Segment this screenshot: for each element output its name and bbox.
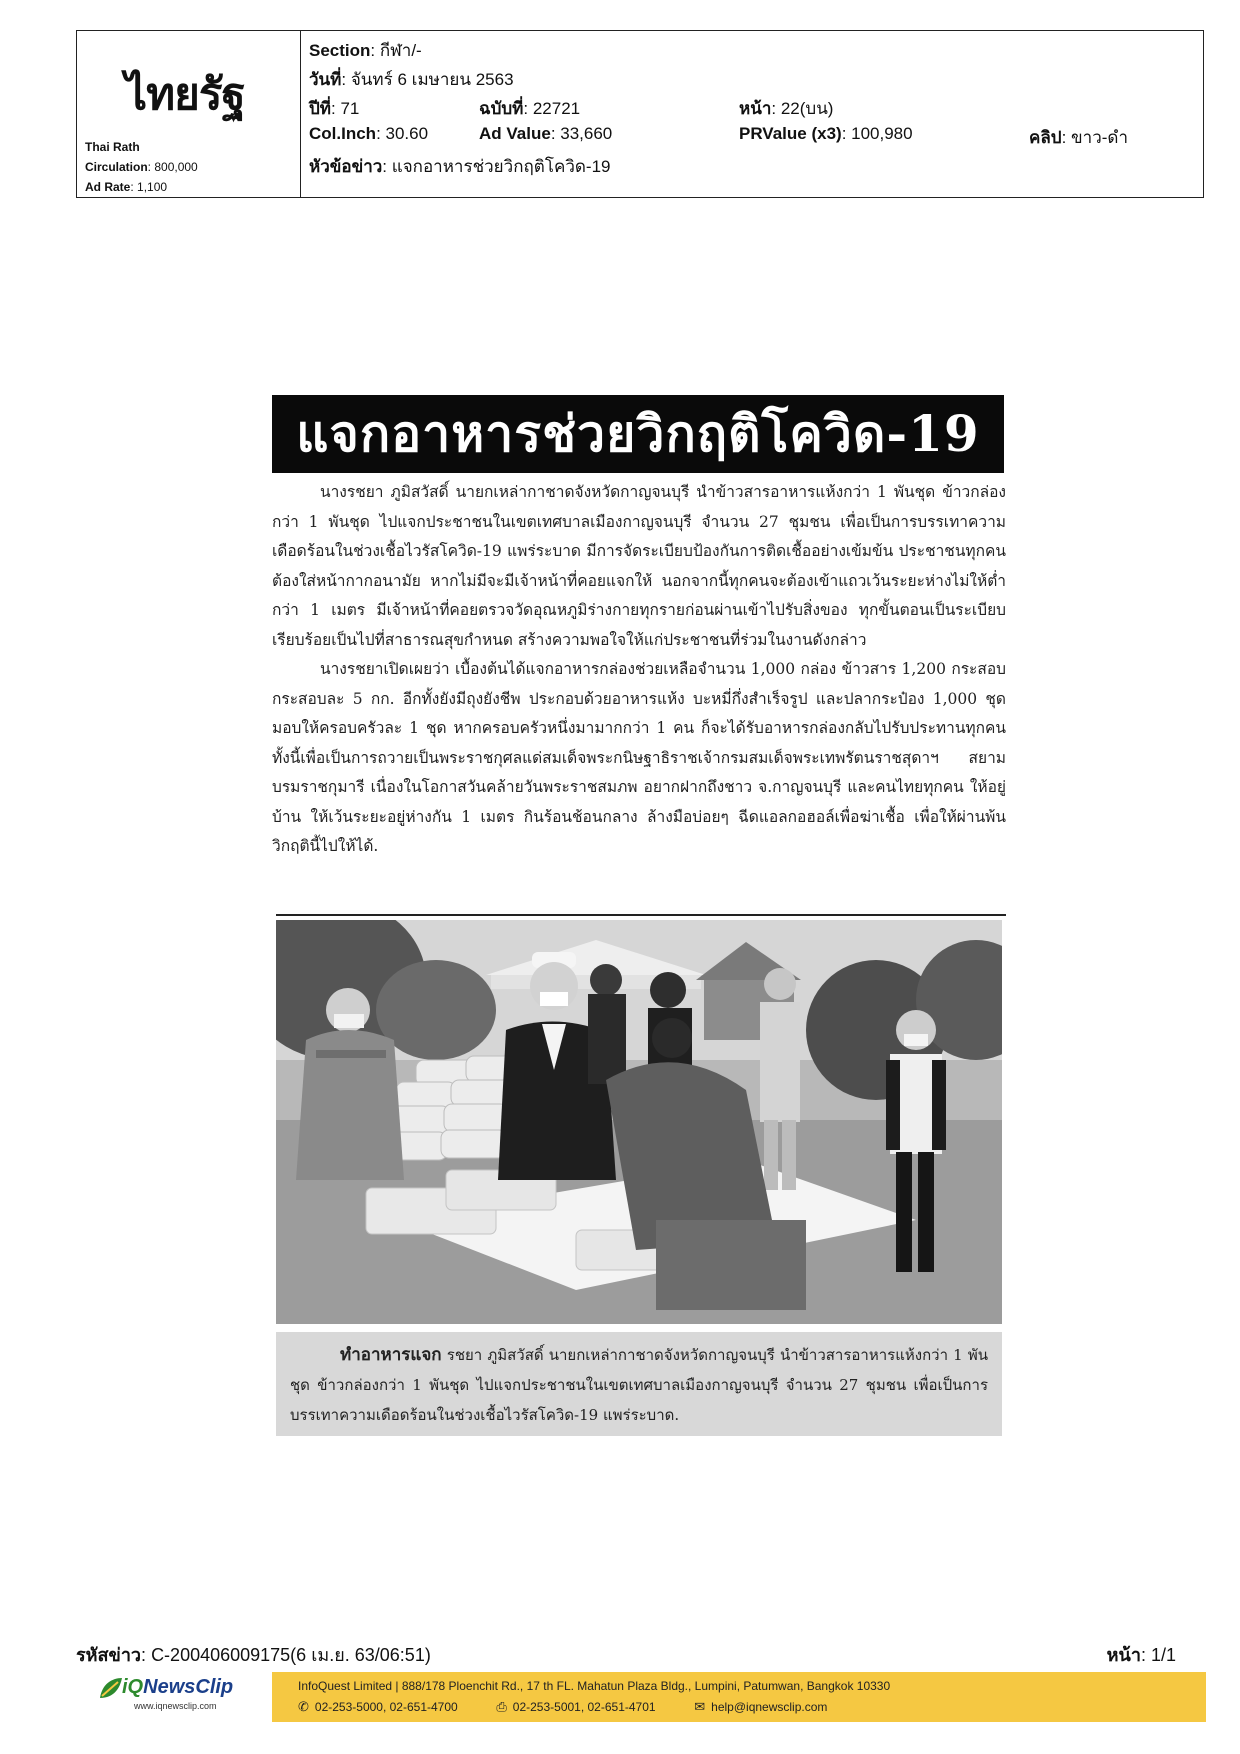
issue-value: 22721 <box>532 99 581 118</box>
publication-info: Thai Rath Circulation: 800,000 Ad Rate: 1,100 <box>85 140 198 194</box>
contact-line <box>298 1696 1206 1718</box>
article-headline: แจกอาหารช่วยวิกฤติโควิด-19 <box>272 395 1004 473</box>
email-icon: ✉ <box>694 1699 706 1714</box>
circulation-value: 800,000 <box>154 160 198 174</box>
page-counter: หน้า: 1/1 <box>1106 1645 1176 1665</box>
section-row: Section: กีฬา/- <box>309 41 422 60</box>
news-code: รหัสข่าว: C-200406009175(6 เม.ย. 63/06:51) <box>76 1645 431 1665</box>
article-body <box>272 478 1006 862</box>
page-counter-value: 1/1 <box>1150 1645 1176 1665</box>
photo-caption <box>276 1332 1002 1436</box>
section-value: กีฬา/- <box>379 41 422 60</box>
page-counter-label: หน้า <box>1106 1645 1141 1665</box>
article-paragraph-2: นางรชยาเปิดเผยว่า เบื้องต้นได้แจกอาหารกล่องช่วยเหลือจำนวน 1,000 กล่อง ข้าวสาร 1,200 กระสอบ กระสอบละ 5 กก. อีกทั้งยังมีถุงยังชีพ ประกอบด้วยอาหารแห้ง บะหมี่กึ่งสำเร็จรูป และปลากระป๋อง 1,000 ชุด มอบให้ครอบครัวละ 1 ชุด หากครอบครัวหนึ่งมามากกว่า 1 คน ก็จะได้รับอาหารกล่องกลับไปรับประทานทุกคน ทั้งนี้เพื่อเป็นการถวายเป็นพระราชกุศลแด่สมเด็จพระกนิษฐาธิราชเจ้ากรมสมเด็จพระเทพรัตนราชสุดาฯ สยามบรมราชกุมารี เนื่องในโอกาสวันคล้ายวันพระราชสมภพ อยากฝากถึงชาว จ.กาญจนบุรี และคนไทยทุกคน ให้อยู่บ้าน ให้เว้นระยะอยู่ห่างกัน 1 เมตร กินร้อนช้อนกลาง ล้างมือบ่อยๆ ฉีดแอลกอฮอล์เพื่อฆ่าเชื้อ เพื่อให้ผ่านพ้นวิกฤตินี้ไปให้ได้. <box>272 660 1006 855</box>
advalue-label: Ad Value <box>479 124 551 143</box>
caption-lead: ทำอาหารแจก <box>340 1345 442 1365</box>
company-address: InfoQuest Limited | 888/178 Ploenchit Rd., 17 th FL. Mahatun Plaza Bldg., Lumpini, Patumwan, Bangkok 10330 <box>298 1679 891 1693</box>
metadata-panel: Section: กีฬา/- วันที่: จันทร์ 6 เมษายน 2563 ปีที่: 71 ฉบับที่: 22721 หน้า: 22(บน) Col.Inch: 30.60 Ad Value: 33,660 PRValue (x3): 100,980 คลิป: ขาว-ดำ หัวข้อข่าว: แจกอาหารช่วยวิกฤติโควิด-19 <box>301 31 1203 197</box>
date-label: วันที่ <box>309 70 342 89</box>
page-value: 22(บน) <box>780 99 834 118</box>
headline-row: หัวข้อข่าว: แจกอาหารช่วยวิกฤติโควิด-19 <box>309 157 611 176</box>
ad-rate-value: 1,100 <box>137 180 168 194</box>
headline-value: แจกอาหารช่วยวิกฤติโควิด-19 <box>391 157 611 176</box>
prvalue-value: 100,980 <box>851 124 913 143</box>
leaf-icon <box>98 1676 124 1702</box>
news-code-label: รหัสข่าว <box>76 1645 142 1665</box>
issue-label: ฉบับที่ <box>479 99 524 118</box>
caption-text: รชยา ภูมิสวัสดิ์ นายกเหล่ากาชาดจังหวัดกาญจนบุรี นำข้าวสารอาหารแห้งกว่า 1 พันชุด ข้าวกล่องกว่า 1 พันชุด ไปแจกประชาชนในเขตเทศบาลเมืองกาญจนบุรี จำนวน 27 ชุมชน เพื่อเป็นการบรรเทาความเดือดร้อนในช่วงเชื้อไวรัสโควิด-19 แพร่ระบาด. <box>290 1346 988 1424</box>
circulation-label: Circulation <box>85 160 148 174</box>
colinch-value: 30.60 <box>385 124 429 143</box>
headline-label: หัวข้อข่าว <box>309 157 383 176</box>
brand-name <box>122 1676 233 1699</box>
article-paragraph-1: นางรชยา ภูมิสวัสดิ์ นายกเหล่ากาชาดจังหวัดกาญจนบุรี นำข้าวสารอาหารแห้งกว่า 1 พันชุด ข้าวกล่องกว่า 1 พันชุด ไปแจกประชาชนในเขตเทศบาลเมืองกาญจนบุรี จำนวน 27 ชุมชน เพื่อเป็นการบรรเทาความเดือดร้อนในช่วงเชื้อไวรัสโควิด-19 แพร่ระบาด มีการจัดระเบียบป้องกันการติดเชื้ออย่างเข้มข้น ประชาชนทุกคนต้องใส่หน้ากากอนามัย หากไม่มีจะมีเจ้าหน้าที่คอยแจกให้ นอกจากนี้ทุกคนจะต้องเข้าแถวเว้นระยะห่างไม่ให้ต่ำกว่า 1 เมตร มีเจ้าหน้าที่คอยตรวจวัดอุณหภูมิร่างกายทุกรายก่อนผ่านเข้าไปรับสิ่งของ ทุกขั้นตอนเป็นระเบียบเรียบร้อยเป็นไปที่สาธารณสุขกำหนด สร้างความพอใจให้แก่ประชาชนที่ร่วมในงานดังกล่าว <box>272 483 1006 649</box>
colinch-label: Col.Inch <box>309 124 377 143</box>
clipping-header <box>76 30 1204 198</box>
year-label: ปีที่ <box>309 99 331 118</box>
publication-panel <box>77 31 301 197</box>
iqnewsclip-logo[interactable] <box>98 1674 268 1718</box>
phone-icon: ✆ <box>298 1699 309 1714</box>
brand-main: iQ <box>122 1676 144 1698</box>
brand-url: www.iqnewsclip.com <box>134 1701 217 1711</box>
section-label: Section <box>309 41 371 60</box>
advalue-value: 33,660 <box>560 124 613 143</box>
date-row: วันที่: จันทร์ 6 เมษายน 2563 <box>309 70 514 89</box>
email-address[interactable]: help@iqnewsclip.com <box>711 1700 828 1714</box>
news-photo <box>276 920 1002 1324</box>
clip-value: ขาว-ดำ <box>1071 128 1129 147</box>
phone-number: 02-253-5000, 02-651-4700 <box>314 1700 458 1714</box>
page-label: หน้า <box>739 99 772 118</box>
news-code-value: C-200406009175(6 เม.ย. 63/06:51) <box>151 1645 431 1665</box>
contact-bar <box>272 1672 1206 1722</box>
fax-icon: ⎙ <box>496 1699 507 1714</box>
prvalue-label: PRValue (x3) <box>739 124 842 143</box>
year-value: 71 <box>340 99 360 118</box>
ad-rate-label: Ad Rate <box>85 180 131 194</box>
newspaper-logo: ไทยรัฐ <box>125 69 245 120</box>
clip-label: คลิป <box>1029 128 1062 147</box>
photo-divider <box>276 914 1006 916</box>
date-value: จันทร์ 6 เมษายน 2563 <box>350 70 514 89</box>
publication-name: Thai Rath <box>85 140 140 154</box>
brand-rest: NewsClip <box>143 1676 234 1698</box>
fax-number: 02-253-5001, 02-651-4701 <box>512 1700 656 1714</box>
